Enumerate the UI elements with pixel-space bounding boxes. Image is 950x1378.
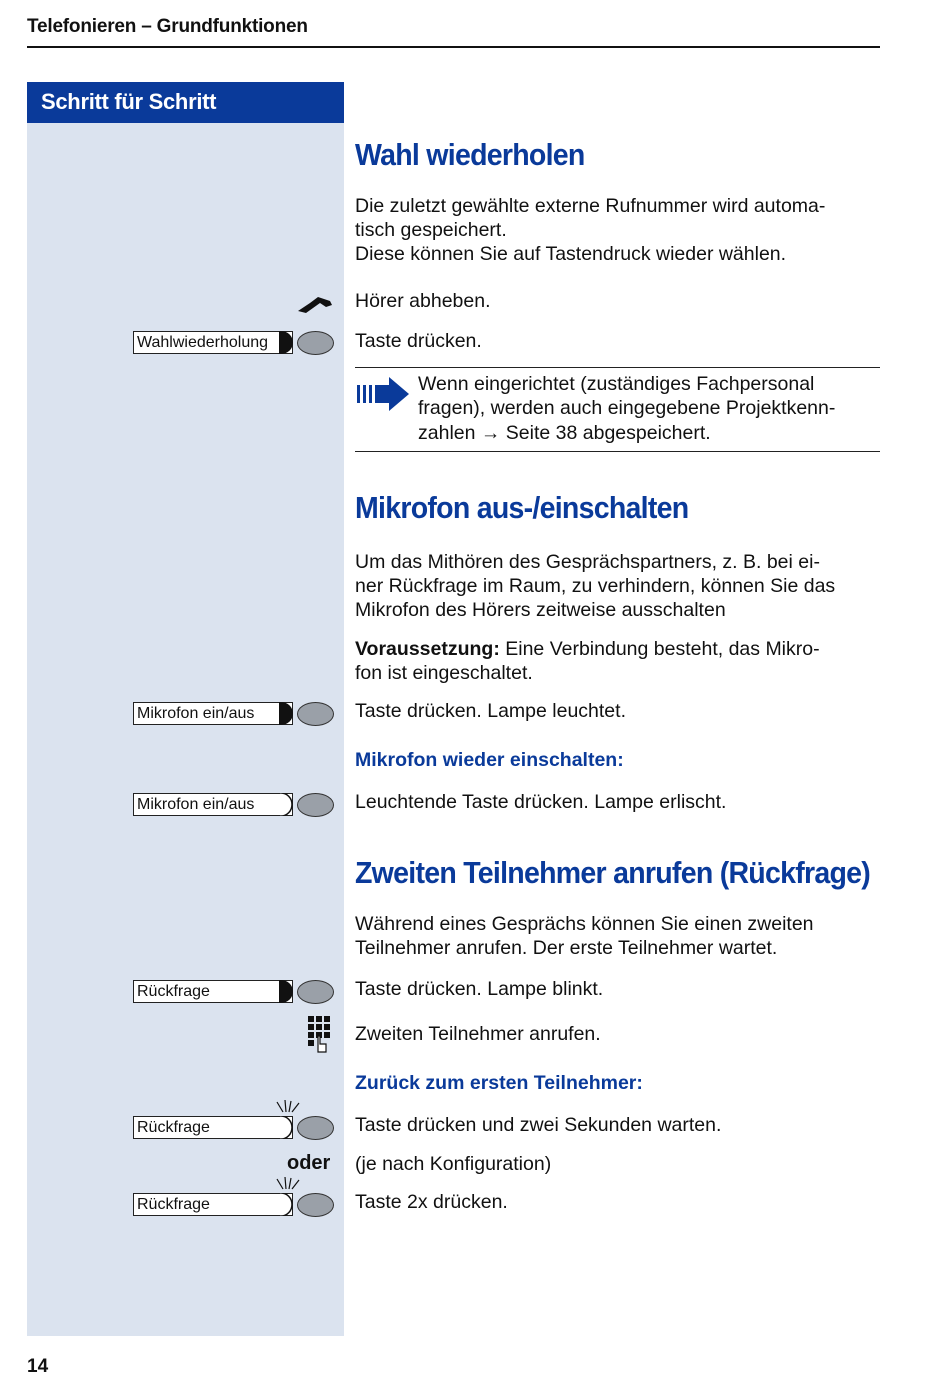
rueck-step-5: Taste 2x drücken. xyxy=(355,1191,508,1213)
wahl-step-1: Hörer abheben. xyxy=(355,290,491,312)
key-lamp-empty-icon xyxy=(279,1116,293,1139)
section-heading-wahl: Wahl wiederholen xyxy=(355,137,585,172)
wahlwiederholung-button[interactable] xyxy=(297,331,334,355)
blink-icon xyxy=(273,1177,301,1191)
rueckfrage-button[interactable] xyxy=(297,980,334,1004)
mikro-subheading: Mikrofon wieder einschalten: xyxy=(355,749,624,771)
wahl-step-2: Taste drücken. xyxy=(355,330,482,352)
oder-label: oder xyxy=(287,1152,331,1174)
note-top-rule xyxy=(355,367,880,368)
header-divider xyxy=(27,46,880,48)
rueck-intro-line-2: Teilnehmer anrufen. Der erste Teilnehmer wartet. xyxy=(355,937,778,959)
mikrofon-key-label: Mikrofon ein/aus xyxy=(137,705,255,722)
rueckfrage-key-2[interactable] xyxy=(133,1116,293,1139)
mikro-intro-line-3: Mikrofon des Hörers zeitweise ausschalten xyxy=(355,599,726,621)
blink-icon xyxy=(273,1100,301,1114)
mikrofon-button[interactable] xyxy=(297,702,334,726)
rueckfrage-button-3[interactable] xyxy=(297,1193,334,1217)
section-heading-rueckfrage: Zweiten Teilnehmer anrufen (Rückfrage) xyxy=(355,855,871,890)
mikrofon-button-2[interactable] xyxy=(297,793,334,817)
key-lamp-filled-icon xyxy=(279,331,293,354)
key-lamp-empty-icon xyxy=(279,1193,293,1216)
mikro-step-2: Leuchtende Taste drücken. Lampe erlischt. xyxy=(355,791,727,813)
rueckfrage-key-3[interactable] xyxy=(133,1193,293,1216)
rueck-step-1: Taste drücken. Lampe blinkt. xyxy=(355,978,604,1000)
key-lamp-filled-icon xyxy=(279,702,293,725)
mikro-intro-line-2: ner Rückfrage im Raum, zu verhindern, können Sie das xyxy=(355,575,836,597)
mikrofon-key[interactable] xyxy=(133,702,293,725)
rueck-step-2: Zweiten Teilnehmer anrufen. xyxy=(355,1023,601,1045)
mikro-requirement-line-2: fon ist eingeschaltet. xyxy=(355,662,533,684)
page-header-title: Telefonieren – Grundfunktionen xyxy=(27,16,308,37)
sidebar-header xyxy=(27,82,344,123)
page-number: 14 xyxy=(27,1356,49,1377)
key-lamp-empty-icon xyxy=(279,793,293,816)
handset-icon xyxy=(296,289,334,315)
rueck-step-3: Taste drücken und zwei Sekunden warten. xyxy=(355,1114,722,1136)
mikrofon-key-2[interactable] xyxy=(133,793,293,816)
requirement-text: Eine Verbindung besteht, das Mikro- xyxy=(499,638,820,660)
mikro-requirement-line-1 xyxy=(355,637,883,661)
rueck-subheading: Zurück zum ersten Teilnehmer: xyxy=(355,1072,643,1094)
wahlwiederholung-key-label: Wahlwiederholung xyxy=(137,334,269,351)
key-lamp-filled-icon xyxy=(279,980,293,1003)
rueckfrage-button-2[interactable] xyxy=(297,1116,334,1140)
mikro-step-1: Taste drücken. Lampe leuchtet. xyxy=(355,700,626,722)
rueckfrage-key-label: Rückfrage xyxy=(137,983,210,1000)
note-arrow-icon xyxy=(355,375,411,413)
rueck-intro-line-1: Während eines Gesprächs können Sie einen zweiten xyxy=(355,913,814,935)
note-line-2: fragen), werden auch eingegebene Projektkenn- xyxy=(418,397,836,419)
wahl-intro-line-2: tisch gespeichert. xyxy=(355,219,507,241)
note-line-1: Wenn eingerichtet (zuständiges Fachpersonal xyxy=(418,373,815,395)
rueckfrage-key-3-label: Rückfrage xyxy=(137,1196,210,1213)
mikro-intro-line-1: Um das Mithören des Gesprächspartners, z. B. bei ei- xyxy=(355,551,820,573)
requirement-label: Voraussetzung: xyxy=(355,638,500,660)
note-line-3: zahlen → Seite 38 abgespeichert. xyxy=(418,422,711,444)
wahl-intro-line-3: Diese können Sie auf Tastendruck wieder wählen. xyxy=(355,243,787,265)
rueckfrage-key-2-label: Rückfrage xyxy=(137,1119,210,1136)
keypad-icon xyxy=(306,1016,334,1054)
rueckfrage-key[interactable] xyxy=(133,980,293,1003)
sidebar-title: Schritt für Schritt xyxy=(41,89,217,114)
section-heading-mikrofon: Mikrofon aus-/einschalten xyxy=(355,490,689,525)
wahlwiederholung-key[interactable] xyxy=(133,331,293,354)
note-bottom-rule xyxy=(355,451,880,452)
wahl-intro-line-1: Die zuletzt gewählte externe Rufnummer wird automa- xyxy=(355,195,826,217)
mikrofon-key-2-label: Mikrofon ein/aus xyxy=(137,796,255,813)
rueck-step-4: (je nach Konfiguration) xyxy=(355,1153,552,1175)
